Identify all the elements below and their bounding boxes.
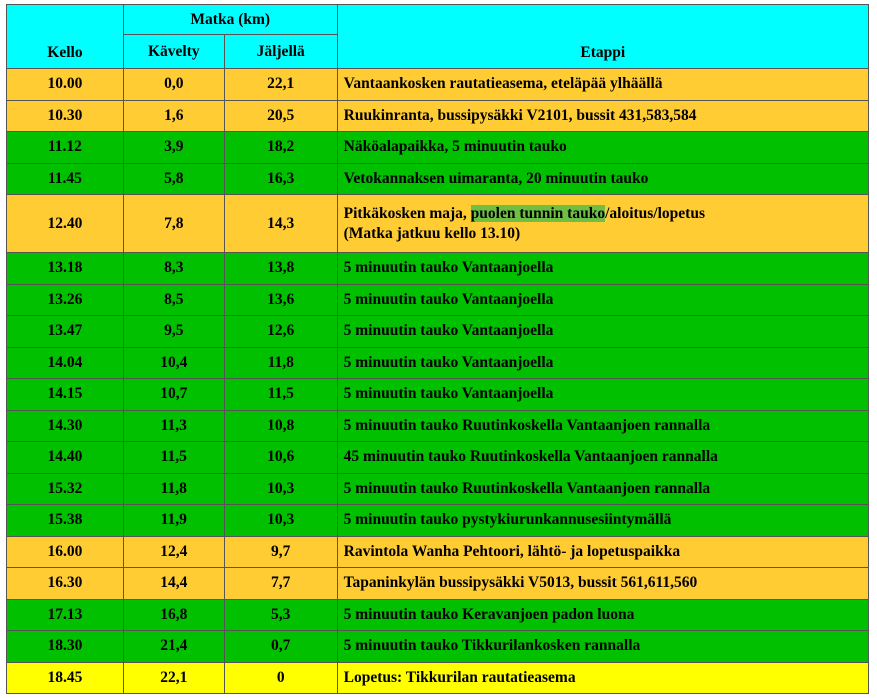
cell-jaljella: 0 — [224, 662, 337, 694]
cell-kello: 11.12 — [7, 132, 124, 164]
cell-kavelty: 7,8 — [123, 195, 224, 253]
cell-kello: 16.30 — [7, 568, 124, 600]
cell-kavelty: 9,5 — [123, 316, 224, 348]
cell-kavelty: 0,0 — [123, 69, 224, 101]
table-row — [7, 100, 869, 132]
cell-kavelty: 21,4 — [123, 631, 224, 663]
table-row — [7, 69, 869, 101]
table-row — [7, 536, 869, 568]
cell-jaljella: 9,7 — [224, 536, 337, 568]
highlighted-text: puolen tunnin tauko — [470, 204, 606, 222]
etappi-text-a: Pitkäkosken maja, — [343, 204, 471, 222]
cell-etappi: 45 minuutin tauko Ruutinkoskella Vantaanjoen rannalla — [337, 442, 868, 474]
cell-etappi — [337, 195, 868, 253]
cell-jaljella: 22,1 — [224, 69, 337, 101]
cell-etappi: Lopetus: Tikkurilan rautatieasema — [337, 662, 868, 694]
cell-kello: 15.32 — [7, 473, 124, 505]
cell-kavelty: 11,5 — [123, 442, 224, 474]
cell-etappi: Näköalapaikka, 5 minuutin tauko — [337, 132, 868, 164]
header-etappi: Etappi — [337, 5, 868, 69]
cell-jaljella: 16,3 — [224, 163, 337, 195]
cell-kello: 13.47 — [7, 316, 124, 348]
cell-jaljella: 5,3 — [224, 599, 337, 631]
cell-jaljella: 13,6 — [224, 284, 337, 316]
cell-etappi: 5 minuutin tauko Vantaanjoella — [337, 253, 868, 285]
cell-etappi: Ravintola Wanha Pehtoori, lähtö- ja lopetuspaikka — [337, 536, 868, 568]
cell-kavelty: 8,5 — [123, 284, 224, 316]
cell-kavelty: 8,3 — [123, 253, 224, 285]
table-row — [7, 163, 869, 195]
cell-jaljella: 7,7 — [224, 568, 337, 600]
cell-kello: 18.45 — [7, 662, 124, 694]
cell-jaljella: 0,7 — [224, 631, 337, 663]
cell-etappi: Vetokannaksen uimaranta, 20 minuutin tauko — [337, 163, 868, 195]
cell-etappi: 5 minuutin tauko Tikkurilankosken rannalla — [337, 631, 868, 663]
cell-etappi: Tapaninkylän bussipysäkki V5013, bussit 561,611,560 — [337, 568, 868, 600]
table-row — [7, 599, 869, 631]
cell-kello: 12.40 — [7, 195, 124, 253]
table-row — [7, 316, 869, 348]
cell-kavelty: 12,4 — [123, 536, 224, 568]
cell-jaljella: 10,8 — [224, 410, 337, 442]
cell-kavelty: 11,3 — [123, 410, 224, 442]
cell-kavelty: 22,1 — [123, 662, 224, 694]
cell-kello: 14.40 — [7, 442, 124, 474]
cell-kavelty: 11,8 — [123, 473, 224, 505]
cell-kavelty: 14,4 — [123, 568, 224, 600]
table-row — [7, 410, 869, 442]
cell-jaljella: 18,2 — [224, 132, 337, 164]
table-row — [7, 284, 869, 316]
cell-kello: 14.15 — [7, 379, 124, 411]
cell-kavelty: 3,9 — [123, 132, 224, 164]
table-row — [7, 568, 869, 600]
cell-kello: 14.30 — [7, 410, 124, 442]
cell-kello: 16.00 — [7, 536, 124, 568]
cell-jaljella: 11,5 — [224, 379, 337, 411]
cell-kavelty: 10,4 — [123, 347, 224, 379]
table-row — [7, 505, 869, 537]
cell-etappi: Ruukinranta, bussipysäkki V2101, bussit 431,583,584 — [337, 100, 868, 132]
cell-etappi: 5 minuutin tauko Ruutinkoskella Vantaanjoen rannalla — [337, 473, 868, 505]
header-kello: Kello — [7, 5, 124, 69]
cell-jaljella: 14,3 — [224, 195, 337, 253]
header-jaljella: Jäljellä — [224, 35, 337, 69]
cell-etappi: 5 minuutin tauko Vantaanjoella — [337, 347, 868, 379]
cell-etappi: 5 minuutin tauko Vantaanjoella — [337, 316, 868, 348]
cell-kavelty: 5,8 — [123, 163, 224, 195]
cell-jaljella: 10,3 — [224, 473, 337, 505]
table-row — [7, 195, 869, 253]
table-row — [7, 347, 869, 379]
header-matka: Matka (km) — [123, 5, 337, 35]
cell-jaljella: 10,6 — [224, 442, 337, 474]
cell-kello: 13.26 — [7, 284, 124, 316]
cell-jaljella: 10,3 — [224, 505, 337, 537]
cell-jaljella: 11,8 — [224, 347, 337, 379]
cell-kello: 17.13 — [7, 599, 124, 631]
cell-kello: 10.00 — [7, 69, 124, 101]
cell-kavelty: 1,6 — [123, 100, 224, 132]
table-row — [7, 473, 869, 505]
cell-etappi: 5 minuutin tauko Ruutinkoskella Vantaanjoen rannalla — [337, 410, 868, 442]
cell-kavelty: 11,9 — [123, 505, 224, 537]
table-row — [7, 442, 869, 474]
table-row — [7, 132, 869, 164]
cell-jaljella: 12,6 — [224, 316, 337, 348]
cell-kello: 18.30 — [7, 631, 124, 663]
etappi-text-b: /aloitus/lopetus — [605, 204, 705, 222]
cell-kello: 13.18 — [7, 253, 124, 285]
cell-kello: 14.04 — [7, 347, 124, 379]
table-row — [7, 631, 869, 663]
table-row — [7, 379, 869, 411]
cell-kello: 15.38 — [7, 505, 124, 537]
cell-kello: 10.30 — [7, 100, 124, 132]
header-kavelty: Kävelty — [123, 35, 224, 69]
cell-etappi: Vantaankosken rautatieasema, eteläpää ylhäällä — [337, 69, 868, 101]
cell-etappi: 5 minuutin tauko Keravanjoen padon luona — [337, 599, 868, 631]
cell-kavelty: 16,8 — [123, 599, 224, 631]
cell-etappi: 5 minuutin tauko Vantaanjoella — [337, 284, 868, 316]
table-row — [7, 662, 869, 694]
cell-kello: 11.45 — [7, 163, 124, 195]
cell-jaljella: 13,8 — [224, 253, 337, 285]
table-row — [7, 253, 869, 285]
etappi-text-c: (Matka jatkuu kello 13.10) — [343, 224, 521, 242]
cell-etappi: 5 minuutin tauko Vantaanjoella — [337, 379, 868, 411]
cell-kavelty: 10,7 — [123, 379, 224, 411]
itinerary-table — [6, 4, 869, 694]
cell-jaljella: 20,5 — [224, 100, 337, 132]
cell-etappi: 5 minuutin tauko pystykiurunkannusesiintymällä — [337, 505, 868, 537]
